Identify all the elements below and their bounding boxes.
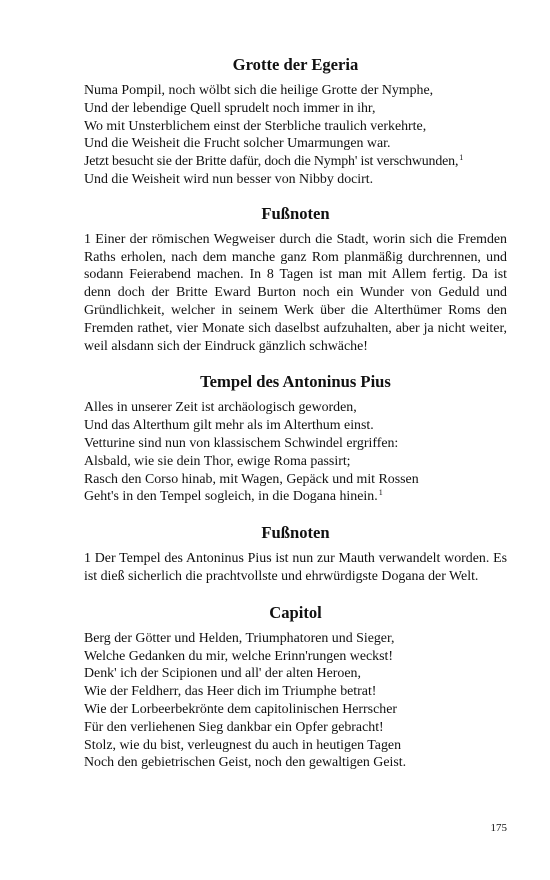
poem-line: Und die Weisheit wird nun besser von Nibby docirt. [84,171,374,187]
poem-line: Noch den gebietrischen Geist, noch den gewaltigen Geist. [84,755,407,771]
poem-line: Alles in unserer Zeit ist archäologisch geworden, [84,400,357,416]
poem-capitol [84,602,507,772]
poem-line: Alsbald, wie sie dein Thor, ewige Roma passirt; [84,453,351,469]
section-title: Capitol [269,602,322,622]
footnote-mark[interactable]: 1 [459,153,464,163]
poem-line: Und das Alterthum gilt mehr als im Alterthum einst. [84,418,374,434]
page-number: 175 [490,822,507,834]
section-title: Tempel des Antoninus Pius [200,372,391,392]
poem-body [84,399,507,506]
poem-body [84,630,507,772]
section-title: Grotte der Egeria [232,55,359,74]
footnote-mark[interactable]: 1 [378,488,383,498]
poem-line: Und die Weisheit die Frucht solcher Umarmungen war. [84,136,391,152]
poem-body [84,82,507,189]
footnotes-tempel [84,522,507,586]
poem-line: Wie der Feldherr, das Heer dich im Triumphe betrat! [84,684,377,700]
footnotes-grotte [84,203,507,356]
poem-line: Vetturine sind nun von klassischem Schwindel ergriffen: [84,435,399,451]
poem-grotte-der-egeria [84,54,507,189]
poem-tempel-des-antoninus-pius [84,371,507,506]
poem-line: Und der lebendige Quell sprudelt noch immer in ihr, [84,100,376,116]
poem-line: Wo mit Unsterblichem einst der Sterbliche traulich verkehrte, [84,118,427,134]
footnotes-title: Fußnoten [261,523,330,543]
poem-line: Wie der Lorbeerbekrönte dem capitolinischen Herrscher [84,701,397,717]
poem-line: Stolz, wie du bist, verleugnest du auch in heutigen Tagen [84,737,402,753]
poem-line: Welche Gedanken du mir, welche Erinn'rungen weckst! [84,648,394,664]
poem-line: Denk' ich der Scipionen und all' der alten Heroen, [84,666,361,682]
poem-line: Jetzt besucht sie der Britte dafür, doch die Nymph' ist verschwunden, [84,154,459,170]
footnote-text: 1 Der Tempel des Antoninus Pius ist nun zur Mauth verwandelt worden. Es ist dieß sicherlich die prachtvollste und ehrwürdigste Dogana der Welt. [84,551,507,584]
poem-line: Rasch den Corso hinab, mit Wagen, Gepäck und mit Rossen [84,471,419,487]
page-content [84,54,507,772]
poem-line-with-footnote [84,488,507,506]
poem-line: Für den verliehenen Sieg dankbar ein Opfer gebracht! [84,719,384,735]
poem-line: Berg der Götter und Helden, Triumphatoren und Sieger, [84,630,395,646]
poem-line: Geht's in den Tempel sogleich, in die Dogana hinein. [84,489,378,505]
poem-line: Numa Pompil, noch wölbt sich die heilige Grotte der Nymphe, [84,83,434,98]
poem-line-with-footnote [84,153,507,171]
footnotes-title: Fußnoten [261,203,330,223]
footnote-text: 1 Einer der römischen Wegweiser durch die Stadt, worin sich die Fremden Raths erholen, nach dem manche ganz Rom planmäßig durchrennen, und sodann Feierabend machen. In 8 Tagen ist man mit Allem fertig. Da ist denn doch der Britte Eward Burton noch ein Wunder von Geduld und Gründlichkeit, welcher in seinem Werk über die Alterthümer Roms den Fremden rathet, vier Monate sich daselbst aufzuhalten, aber ja nicht weiter, weil alsdann sich der Eindruck gänzlich schwäche! [84,231,507,354]
